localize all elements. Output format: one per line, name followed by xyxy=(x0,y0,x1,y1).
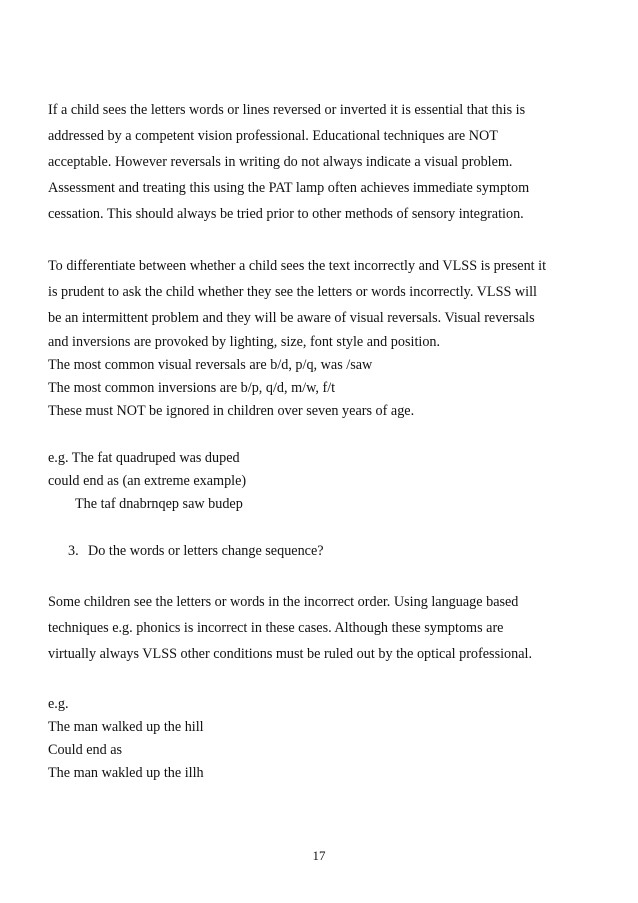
example-line: Could end as xyxy=(48,742,123,758)
spacer xyxy=(48,423,608,447)
question-3-heading xyxy=(48,540,608,563)
spacer xyxy=(48,667,608,693)
common-reversals-line: The most common visual reversals are b/d, p/q, was /saw xyxy=(48,357,373,373)
spacer xyxy=(48,227,608,253)
example-line: The man walked up the hill xyxy=(48,719,204,735)
text-line: and inversions are provoked by lighting, size, font style and position. xyxy=(48,334,441,350)
example-quadruped xyxy=(48,447,608,516)
text-line: virtually always VLSS other conditions must be ruled out by the optical professional. xyxy=(48,646,533,662)
text-line: be an intermittent problem and they will be aware of visual reversals. Visual reversals xyxy=(48,310,535,326)
example-label: e.g. xyxy=(48,696,69,712)
example-line: The taf dnabrnqep saw budep xyxy=(75,496,243,512)
example-line: The man wakled up the illh xyxy=(48,765,204,781)
paragraph-differentiate xyxy=(48,253,608,423)
list-number: 3. xyxy=(68,543,79,559)
text-line: acceptable. However reversals in writing do not always indicate a visual problem. xyxy=(48,154,513,170)
text-line: addressed by a competent vision professional. Educational techniques are NOT xyxy=(48,128,498,144)
document-page xyxy=(48,97,608,785)
example-hill xyxy=(48,693,608,785)
common-inversions-line: The most common inversions are b/p, q/d, m/w, f/t xyxy=(48,380,336,396)
age-warning-line: These must NOT be ignored in children over seven years of age. xyxy=(48,403,415,419)
question-text: Do the words or letters change sequence? xyxy=(88,543,324,559)
text-line: Assessment and treating this using the PAT lamp often achieves immediate symptom xyxy=(48,180,530,196)
example-line: e.g. The fat quadruped was duped xyxy=(48,450,240,466)
spacer xyxy=(48,516,608,540)
text-line: cessation. This should always be tried prior to other methods of sensory integration. xyxy=(48,206,524,222)
text-line: techniques e.g. phonics is incorrect in these cases. Although these symptoms are xyxy=(48,620,504,636)
paragraph-reversals-intro xyxy=(48,97,608,227)
paragraph-sequence xyxy=(48,589,608,667)
spacer xyxy=(48,563,608,589)
example-line: could end as (an extreme example) xyxy=(48,473,247,489)
text-line: If a child sees the letters words or lines reversed or inverted it is essential that this is xyxy=(48,102,526,118)
text-line: To differentiate between whether a child sees the text incorrectly and VLSS is present it xyxy=(48,258,547,274)
text-line: Some children see the letters or words in the incorrect order. Using language based xyxy=(48,594,519,610)
page-number: 17 xyxy=(312,848,326,863)
text-line: is prudent to ask the child whether they see the letters or words incorrectly. VLSS will xyxy=(48,284,537,300)
